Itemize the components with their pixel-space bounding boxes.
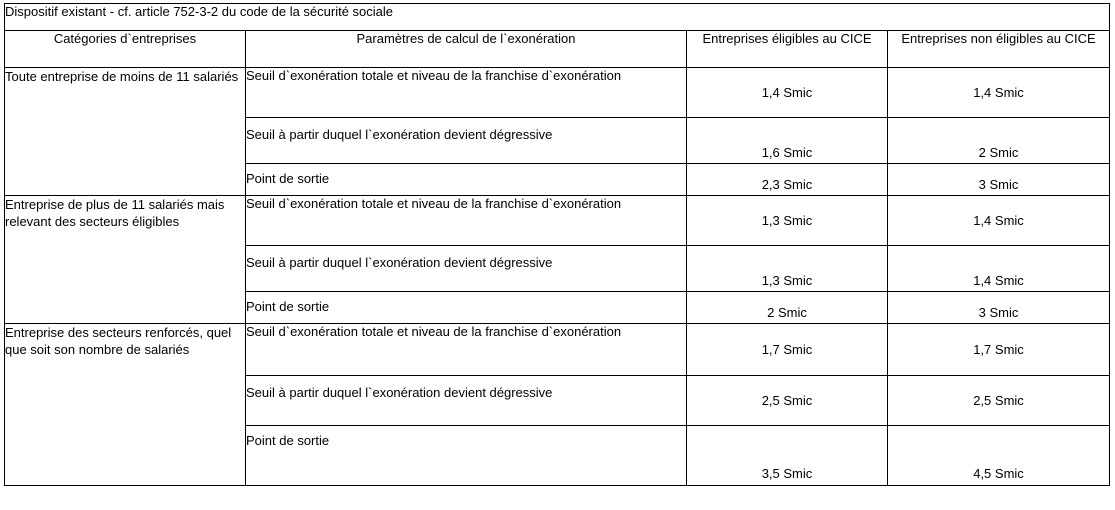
parameter-cell: Seuil d`exonération totale et niveau de la franchise d`exonération [246,196,687,246]
parameter-cell: Seuil d`exonération totale et niveau de la franchise d`exonération [246,68,687,118]
parameter-cell: Point de sortie [246,164,687,196]
table-row [5,196,1110,246]
document-title: Dispositif existant - cf. article 752-3-2 du code de la sécurité sociale [5,4,1110,31]
table-row [5,68,1110,118]
value-non-eligible: 1,7 Smic [888,324,1110,376]
value-non-eligible: 2,5 Smic [888,376,1110,426]
parameter-cell: Seuil d`exonération totale et niveau de la franchise d`exonération [246,324,687,376]
value-non-eligible: 4,5 Smic [888,426,1110,486]
header-categories: Catégories d`entreprises [5,31,246,68]
value-non-eligible: 1,4 Smic [888,68,1110,118]
table-header-row [5,31,1110,68]
value-eligible: 2 Smic [687,292,888,324]
parameter-cell: Seuil à partir duquel l`exonération devient dégressive [246,376,687,426]
value-eligible: 1,3 Smic [687,246,888,292]
document-page [0,3,1115,510]
parameter-cell: Point de sortie [246,426,687,486]
value-eligible: 2,5 Smic [687,376,888,426]
value-non-eligible: 1,4 Smic [888,246,1110,292]
value-non-eligible: 3 Smic [888,292,1110,324]
header-eligible-cice: Entreprises éligibles au CICE [687,31,888,68]
parameter-cell: Seuil à partir duquel l`exonération devient dégressive [246,118,687,164]
value-eligible: 1,4 Smic [687,68,888,118]
value-eligible: 3,5 Smic [687,426,888,486]
table-title-row [5,4,1110,31]
value-eligible: 1,6 Smic [687,118,888,164]
parameter-cell: Seuil à partir duquel l`exonération devient dégressive [246,246,687,292]
exoneration-table [4,3,1110,486]
value-non-eligible: 2 Smic [888,118,1110,164]
value-eligible: 1,7 Smic [687,324,888,376]
header-non-eligible-cice: Entreprises non éligibles au CICE [888,31,1110,68]
parameter-cell: Point de sortie [246,292,687,324]
category-cell: Entreprise de plus de 11 salariés mais relevant des secteurs éligibles [5,196,246,324]
category-cell: Toute entreprise de moins de 11 salariés [5,68,246,196]
category-cell: Entreprise des secteurs renforcés, quel que soit son nombre de salariés [5,324,246,486]
value-non-eligible: 1,4 Smic [888,196,1110,246]
value-non-eligible: 3 Smic [888,164,1110,196]
value-eligible: 2,3 Smic [687,164,888,196]
header-parameters: Paramètres de calcul de l`exonération [246,31,687,68]
value-eligible: 1,3 Smic [687,196,888,246]
table-row [5,324,1110,376]
